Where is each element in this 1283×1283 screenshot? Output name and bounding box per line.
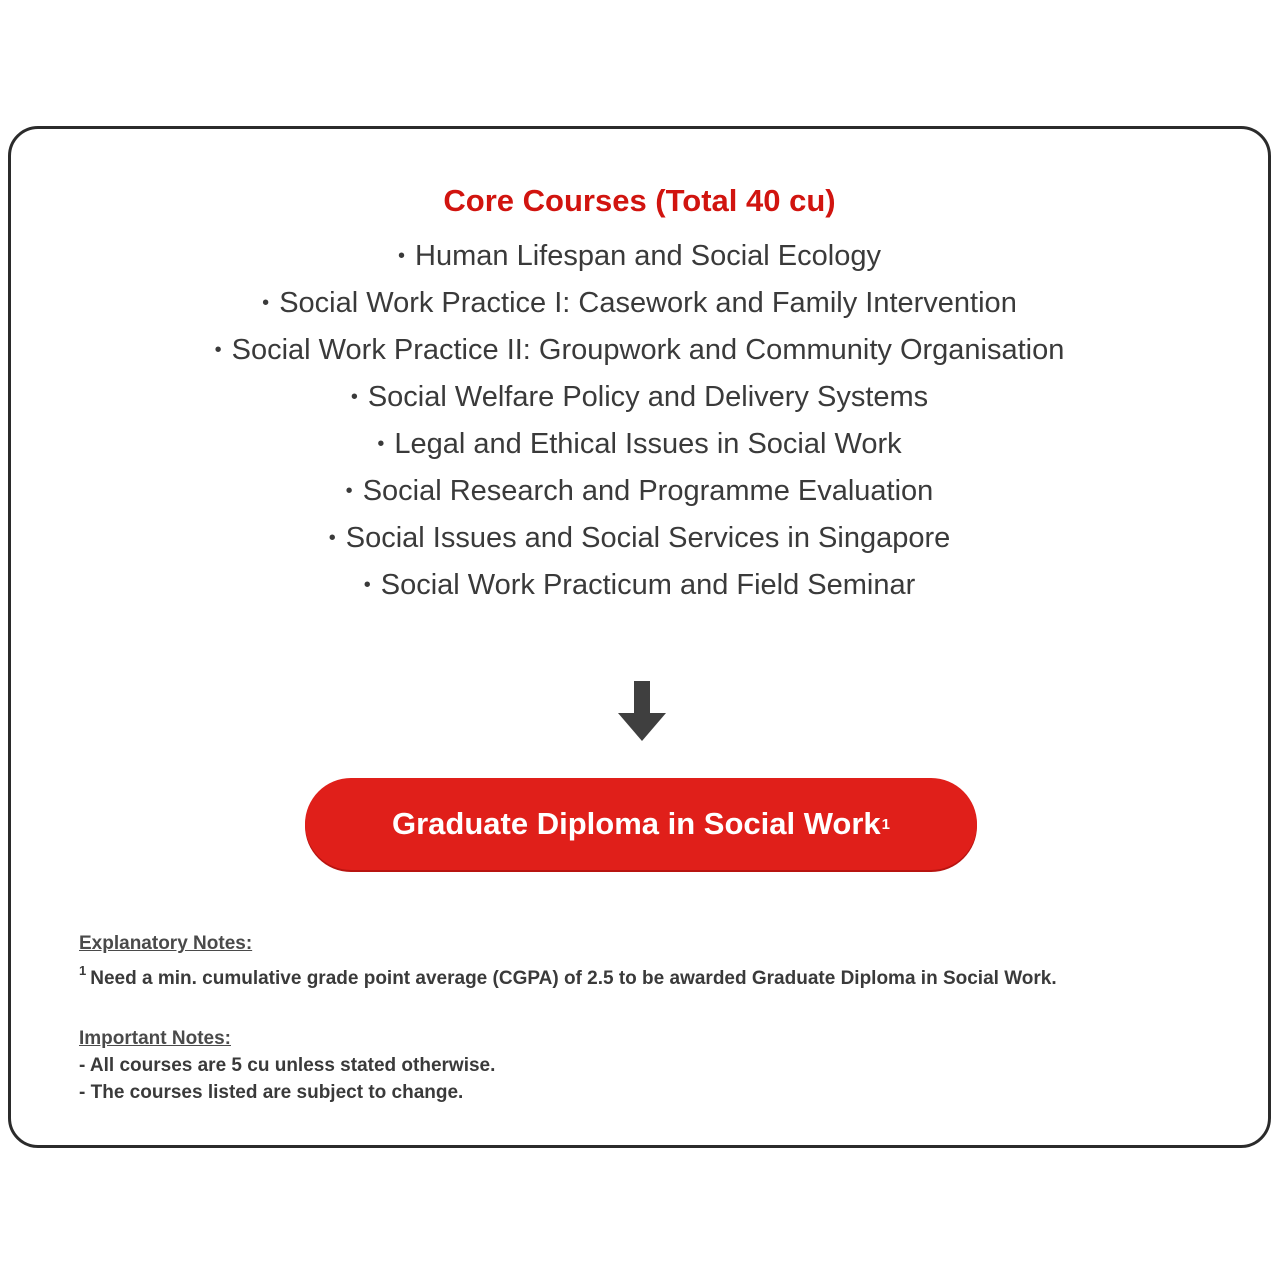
course-item bbox=[11, 327, 1268, 374]
course-label: Social Work Practice I: Casework and Family Intervention bbox=[279, 287, 1017, 319]
explanatory-note-text: Need a min. cumulative grade point average (CGPA) of 2.5 to be awarded Graduate Diploma in Social Work. bbox=[90, 968, 1057, 989]
diploma-label: Graduate Diploma in Social Work bbox=[392, 806, 881, 841]
footnote-marker: 1 bbox=[881, 815, 890, 833]
notes-section bbox=[79, 931, 1057, 1106]
footnote-marker: 1 bbox=[79, 963, 87, 978]
bullet-icon: • bbox=[350, 386, 358, 408]
course-label: Social Work Practicum and Field Seminar bbox=[380, 569, 916, 601]
course-item bbox=[11, 515, 1268, 562]
course-label: Social Research and Programme Evaluation bbox=[362, 475, 934, 507]
course-item bbox=[11, 374, 1268, 421]
bullet-icon: • bbox=[345, 480, 353, 502]
course-label: Human Lifespan and Social Ecology bbox=[415, 240, 881, 272]
course-item bbox=[11, 280, 1268, 327]
graduate-diploma-badge bbox=[305, 778, 977, 870]
bullet-icon: • bbox=[214, 339, 222, 361]
important-note: - All courses are 5 cu unless stated otherwise. bbox=[79, 1055, 496, 1076]
bullet-icon: • bbox=[262, 292, 270, 314]
bullet-icon: • bbox=[398, 245, 406, 267]
important-notes-heading: Important Notes: bbox=[79, 1028, 231, 1049]
course-card bbox=[8, 126, 1271, 1148]
explanatory-notes-heading: Explanatory Notes: bbox=[79, 933, 253, 954]
course-label: Social Welfare Policy and Delivery Systems bbox=[367, 381, 929, 413]
core-courses-title: Core Courses (Total 40 cu) bbox=[443, 183, 836, 218]
notes-spacer bbox=[79, 992, 1057, 1026]
course-item bbox=[11, 468, 1268, 515]
course-label: Social Issues and Social Services in Singapore bbox=[345, 522, 951, 554]
arrow-down-icon bbox=[617, 681, 667, 743]
course-label: Legal and Ethical Issues in Social Work bbox=[394, 428, 902, 460]
bullet-icon: • bbox=[363, 574, 371, 596]
important-note: - The courses listed are subject to change. bbox=[79, 1082, 464, 1103]
explanatory-note bbox=[79, 957, 1057, 992]
course-item bbox=[11, 421, 1268, 468]
course-item bbox=[11, 233, 1268, 280]
course-label: Social Work Practice II: Groupwork and Community Organisation bbox=[231, 334, 1065, 366]
bullet-icon: • bbox=[377, 433, 385, 455]
bullet-icon: • bbox=[328, 527, 336, 549]
course-item bbox=[11, 562, 1268, 609]
course-list bbox=[11, 233, 1268, 609]
